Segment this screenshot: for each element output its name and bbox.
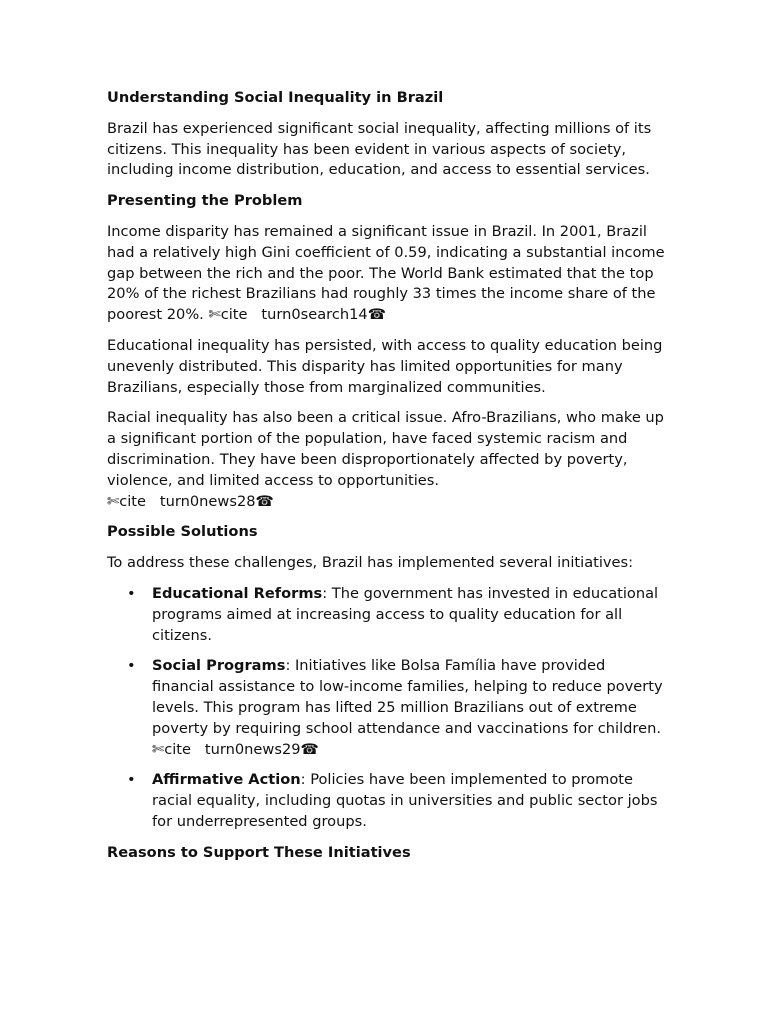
item-text: : Initiatives like Bolsa Família have provided financial assistance to low-income families, helping to reduce poverty levels. This program has lifted 25 million Brazilians out of extreme poverty by requiring school attendance and vaccinations for children. [152,657,663,737]
document-body [107,88,667,874]
citation-marker: ✄cite turn0news29☎ [152,740,319,758]
item-term: Affirmative Action [152,771,301,789]
document-title: Understanding Social Inequality in Brazil [107,89,444,106]
solutions-heading: Possible Solutions [107,523,258,541]
reasons-heading: Reasons to Support These Initiatives [107,843,411,861]
citation-marker: ✄cite turn0search14☎ [208,306,386,324]
income-text: Income disparity has remained a significant issue in Brazil. In 2001, Brazil had a relatively high Gini coefficient of 0.59, indicating a substantial income gap between the rich and the poor. The World Bank estimated that the top 20% of the richest Brazilians had roughly 33 times the income share of the poorest 20%. [107,222,665,324]
income-paragraph [107,222,667,326]
list-item [107,770,667,832]
item-term: Social Programs [152,657,286,675]
item-text: : The government has invested in educational programs aimed at increasing access to quality education for all citizens. [152,584,659,644]
bullet-icon: • [127,584,136,602]
bullet-icon: • [127,771,136,789]
racial-text: Racial inequality has also been a critical issue. Afro-Brazilians, who make up a significant portion of the population, have faced systemic racism and discrimination. They have been disproportionately affected by poverty, violence, and limited access to opportunities. [107,409,664,489]
list-item [107,656,667,760]
bullet-icon: • [127,657,136,675]
citation-marker: ✄cite turn0news28☎ [107,492,274,510]
item-text: : Policies have been implemented to promote racial equality, including quotas in universities and public sector jobs for underrepresented groups. [152,771,658,830]
list-item [107,584,667,646]
solutions-intro: To address these challenges, Brazil has implemented several initiatives: [107,554,634,572]
item-term: Educational Reforms [152,584,323,602]
intro-paragraph: Brazil has experienced significant social inequality, affecting millions of its citizens. This inequality has been evident in various aspects of society, including income distribution, education, and access to essential services. [107,119,652,179]
education-paragraph: Educational inequality has persisted, with access to quality education being unevenly distributed. This disparity has limited opportunities for many Brazilians, especially those from marginalized communities. [107,336,663,396]
solutions-list [107,584,667,833]
problem-heading: Presenting the Problem [107,192,303,210]
racial-paragraph [107,408,667,512]
